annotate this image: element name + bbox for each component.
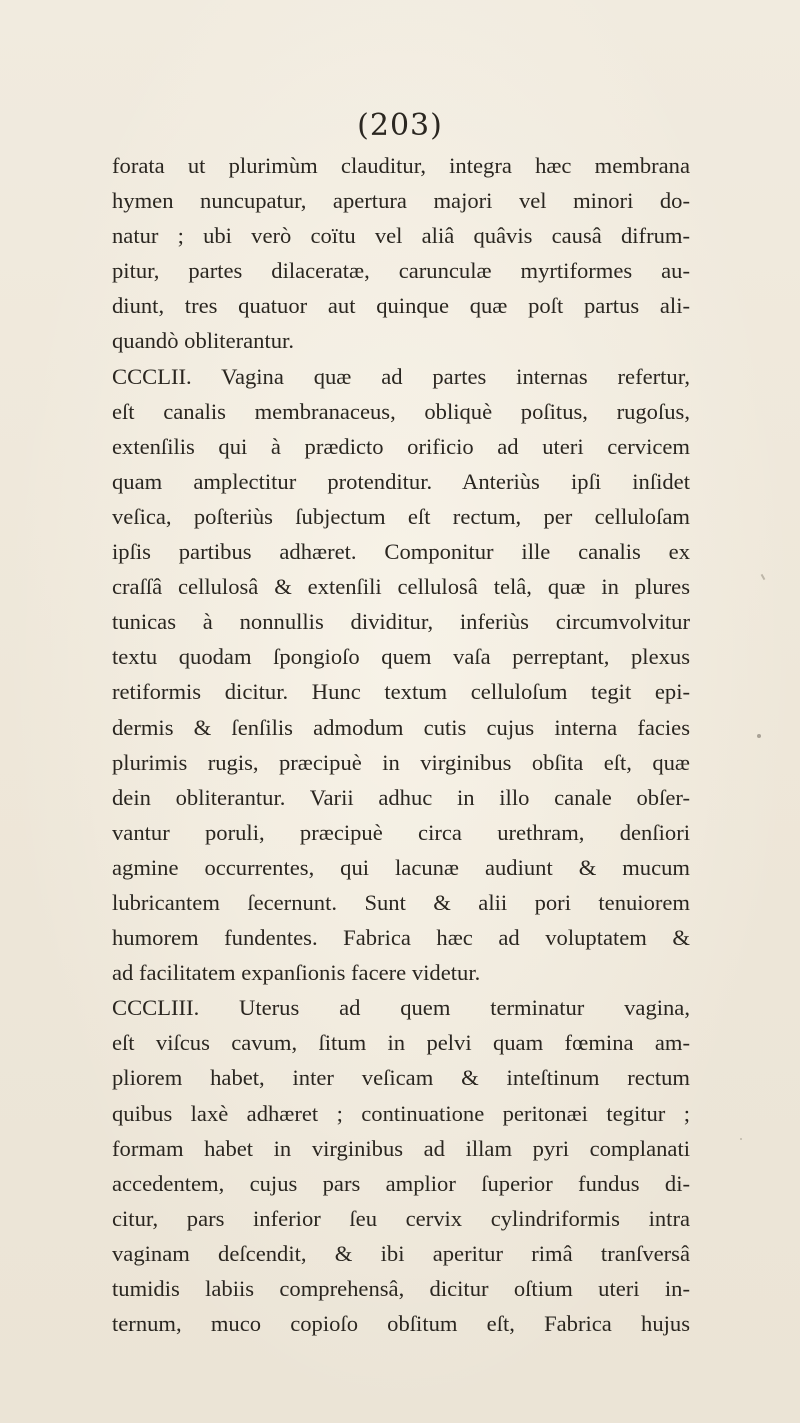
margin-speck: [757, 734, 761, 738]
text-line: tunicas à nonnullis dividitur, inferiùs circumvolvitur: [112, 609, 690, 635]
text-line: quam amplectitur protenditur. Anteriùs ipſi inſidet: [112, 468, 690, 494]
text-line: ipſis partibus adhæret. Componitur ille canalis ex: [112, 539, 690, 565]
page-number: (203): [357, 108, 443, 143]
margin-speck: [761, 574, 766, 580]
text-line: forata ut plurimùm clauditur, integra hæc membrana: [112, 153, 690, 178]
text-line: ad facilitatem expanſionis facere videtur.: [112, 960, 481, 986]
text-line: lubricantem ſecernunt. Sunt & alii pori tenuiorem: [112, 889, 690, 915]
text-line: vaginam deſcendit, & ibi aperitur rimâ tranſversâ: [112, 1240, 690, 1266]
text-line: eſt canalis membranaceus, obliquè poſitus, rugoſus,: [112, 398, 690, 424]
text-line: agmine occurrentes, qui lacunæ audiunt & mucum: [112, 854, 690, 880]
text-line: ternum, muco copioſo obſitum eſt, Fabrica hujus: [112, 1311, 690, 1337]
text-line: plurimis rugis, præcipuè in virginibus obſita eſt, quæ: [112, 749, 690, 775]
text-line: natur ; ubi verò coïtu vel aliâ quâvis causâ difrum-: [112, 223, 690, 249]
text-line: citur, pars inferior ſeu cervix cylindriformis intra: [112, 1205, 690, 1231]
text-line: humorem fundentes. Fabrica hæc ad voluptatem &: [112, 925, 690, 951]
text-line: dein obliterantur. Varii adhuc in illo canale obſer-: [112, 784, 690, 810]
text-line: quandò obliterantur.: [112, 328, 294, 354]
text-line: eſt viſcus cavum, ſitum in pelvi quam fœmina am-: [112, 1030, 690, 1056]
text-line: craſſâ cellulosâ & extenſili cellulosâ telâ, quæ in plures: [112, 574, 690, 600]
text-line: extenſilis qui à prædicto orificio ad uteri cervicem: [112, 433, 690, 459]
text-line: vantur poruli, præcipuè circa urethram, denſiori: [112, 819, 690, 845]
text-line: retiformis dicitur. Hunc textum celluloſum tegit epi-: [112, 679, 690, 705]
text-line: veſica, poſteriùs ſubjectum eſt rectum, per celluloſam: [112, 503, 690, 529]
text-line: textu quodam ſpongioſo quem vaſa perreptant, plexus: [112, 644, 690, 670]
text-line: diunt, tres quatuor aut quinque quæ poſt partus ali-: [112, 293, 690, 319]
text-line: CCCLIII. Uterus ad quem terminatur vagina,: [112, 995, 690, 1021]
text-line: accedentem, cujus pars amplior ſuperior fundus di-: [112, 1170, 690, 1196]
margin-speck: [740, 1138, 742, 1140]
text-line: hymen nuncupatur, apertura majori vel minori do-: [112, 188, 690, 214]
body-text: [112, 148, 690, 1341]
text-line: tumidis labiis comprehensâ, dicitur oſtium uteri in-: [112, 1276, 690, 1301]
text-line: pliorem habet, inter veſicam & inteſtinum rectum: [112, 1065, 690, 1091]
text-line: CCCLII. Vagina quæ ad partes internas refertur,: [112, 363, 690, 389]
text-line: quibus laxè adhæret ; continuatione peritonæi tegitur ;: [112, 1100, 690, 1126]
text-line: formam habet in virginibus ad illam pyri complanati: [112, 1135, 690, 1161]
text-line: pitur, partes dilaceratæ, carunculæ myrtiformes au-: [112, 258, 690, 284]
text-line: dermis & ſenſilis admodum cutis cujus interna facies: [112, 714, 690, 740]
